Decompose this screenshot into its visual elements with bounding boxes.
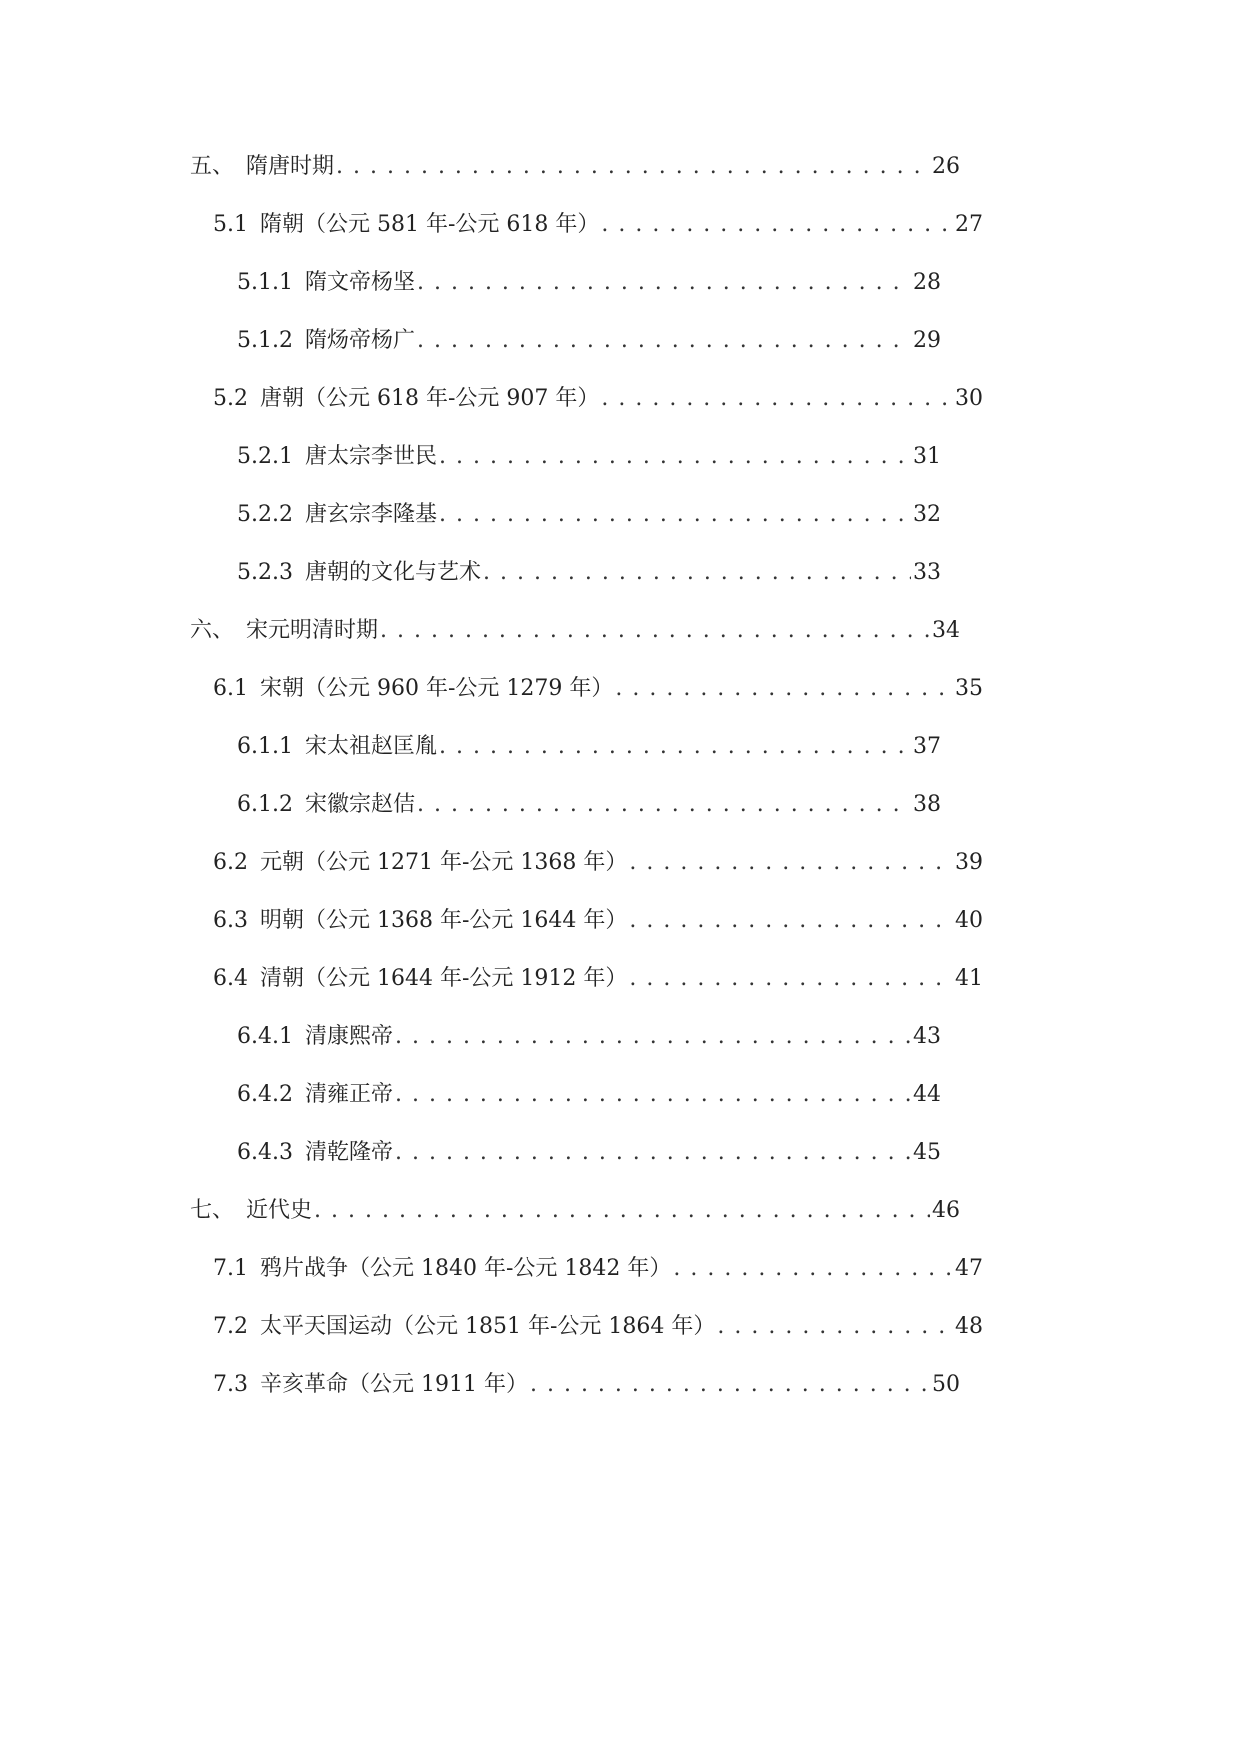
- toc-entry-title: 近代史: [246, 1198, 313, 1223]
- toc-entry[interactable]: [237, 263, 941, 303]
- toc-entry-page-number: 30: [955, 386, 983, 411]
- toc-entry[interactable]: [237, 321, 941, 361]
- toc-entry-title: 宋徽宗赵佶: [304, 792, 415, 817]
- toc-entry[interactable]: [213, 843, 983, 883]
- toc-entry[interactable]: [237, 437, 941, 477]
- toc-entry-number: 7.3: [213, 1372, 248, 1397]
- toc-entry-title: 宋太祖赵匡胤: [304, 734, 437, 759]
- dot-leader: [314, 1191, 930, 1231]
- toc-entry-page-number: 33: [913, 560, 941, 585]
- toc-entry-title: 唐朝（公元 618 年-公元 907 年）: [260, 386, 600, 411]
- toc-entry[interactable]: [237, 1075, 941, 1115]
- toc-entry-number: 6.1.1: [237, 734, 293, 759]
- toc-entry-page-number: 45: [913, 1140, 941, 1165]
- dot-leader: [615, 669, 953, 709]
- toc-entry-page-number: 38: [913, 792, 941, 817]
- toc-entry-number: 6.4.1: [237, 1024, 293, 1049]
- toc-entry-number: 6.4: [213, 966, 248, 991]
- toc-entry-number: 6.4.3: [237, 1140, 293, 1165]
- dot-leader: [417, 785, 911, 825]
- toc-entry[interactable]: [213, 205, 983, 245]
- toc-entry[interactable]: [237, 1133, 941, 1173]
- dot-leader: [601, 205, 953, 245]
- toc-entry[interactable]: [190, 147, 960, 187]
- toc-entry-number: 6.3: [213, 908, 248, 933]
- toc-entry[interactable]: [190, 611, 960, 651]
- toc-entry-number: 6.2: [213, 850, 248, 875]
- toc-entry-number: 5.2: [213, 386, 248, 411]
- toc-entry-number: 7.2: [213, 1314, 248, 1339]
- toc-entry-title: 元朝（公元 1271 年-公元 1368 年）: [260, 850, 628, 875]
- toc-entry-page-number: 50: [932, 1372, 960, 1397]
- toc-entry[interactable]: [213, 901, 983, 941]
- toc-entry-number: 6.4.2: [237, 1082, 293, 1107]
- dot-leader: [601, 379, 953, 419]
- toc-entry-title: 隋文帝杨坚: [304, 270, 415, 295]
- toc-entry-page-number: 26: [932, 154, 960, 179]
- toc-entry-page-number: 41: [955, 966, 983, 991]
- toc-entry-number: 5.1.2: [237, 328, 293, 353]
- dot-leader: [439, 437, 911, 477]
- toc-entry[interactable]: [213, 1249, 983, 1289]
- dot-leader: [629, 901, 953, 941]
- toc-entry-number: 6.1: [213, 676, 248, 701]
- toc-entry-title: 宋元明清时期: [246, 618, 379, 643]
- toc-entry-page-number: 37: [913, 734, 941, 759]
- dot-leader: [483, 553, 911, 593]
- toc-entry-page-number: 44: [913, 1082, 941, 1107]
- dot-leader: [629, 843, 953, 883]
- toc-entry-number: 七、: [190, 1198, 235, 1223]
- dot-leader: [395, 1133, 911, 1173]
- dot-leader: [530, 1365, 930, 1405]
- toc-entry-page-number: 27: [955, 212, 983, 237]
- toc-entry-page-number: 40: [955, 908, 983, 933]
- toc-entry[interactable]: [213, 379, 983, 419]
- toc-entry[interactable]: [213, 669, 983, 709]
- dot-leader: [439, 727, 911, 767]
- dot-leader: [439, 495, 911, 535]
- toc-entry[interactable]: [213, 1365, 960, 1405]
- toc-entry-page-number: 46: [932, 1198, 960, 1223]
- toc-entry-title: 清乾隆帝: [304, 1140, 393, 1165]
- dot-leader: [417, 321, 911, 361]
- toc-entry-number: 5.2.3: [237, 560, 293, 585]
- toc-entry-title: 隋唐时期: [246, 154, 335, 179]
- toc-entry[interactable]: [237, 495, 941, 535]
- toc-entry-number: 5.1: [213, 212, 248, 237]
- toc-entry-title: 宋朝（公元 960 年-公元 1279 年）: [260, 676, 614, 701]
- toc-entry[interactable]: [190, 1191, 960, 1231]
- toc-entry-number: 5.1.1: [237, 270, 293, 295]
- toc-entry-number: 六、: [190, 618, 235, 643]
- dot-leader: [629, 959, 953, 999]
- toc-entry-title: 太平天国运动（公元 1851 年-公元 1864 年）: [260, 1314, 716, 1339]
- toc-entry-title: 隋炀帝杨广: [304, 328, 415, 353]
- toc-entry[interactable]: [213, 959, 983, 999]
- toc-entry-page-number: 39: [955, 850, 983, 875]
- toc-entry-title: 辛亥革命（公元 1911 年）: [260, 1372, 528, 1397]
- toc-entry[interactable]: [237, 727, 941, 767]
- dot-leader: [717, 1307, 953, 1347]
- toc-entry-title: 清康熙帝: [304, 1024, 393, 1049]
- toc-entry-page-number: 43: [913, 1024, 941, 1049]
- toc-entry-page-number: 29: [913, 328, 941, 353]
- toc-entry-page-number: 28: [913, 270, 941, 295]
- dot-leader: [417, 263, 911, 303]
- toc-entry-page-number: 32: [913, 502, 941, 527]
- toc-entry-page-number: 34: [932, 618, 960, 643]
- toc-entry[interactable]: [237, 553, 941, 593]
- toc-entry-page-number: 48: [955, 1314, 983, 1339]
- toc-entry-page-number: 35: [955, 676, 983, 701]
- toc-entry-title: 鸦片战争（公元 1840 年-公元 1842 年）: [260, 1256, 672, 1281]
- toc-entry-title: 隋朝（公元 581 年-公元 618 年）: [260, 212, 600, 237]
- toc-entry-number: 五、: [190, 154, 235, 179]
- toc-entry[interactable]: [237, 785, 941, 825]
- toc-entry-number: 5.2.2: [237, 502, 293, 527]
- dot-leader: [395, 1017, 911, 1057]
- toc-entry-page-number: 47: [955, 1256, 983, 1281]
- dot-leader: [673, 1249, 953, 1289]
- toc-entry-number: 6.1.2: [237, 792, 293, 817]
- toc-entry-title: 唐朝的文化与艺术: [304, 560, 481, 585]
- toc-entry-title: 明朝（公元 1368 年-公元 1644 年）: [260, 908, 628, 933]
- toc-entry-number: 7.1: [213, 1256, 248, 1281]
- dot-leader: [336, 147, 930, 187]
- toc-entry[interactable]: [213, 1307, 983, 1347]
- toc-entry-title: 唐玄宗李隆基: [304, 502, 437, 527]
- toc-entry-title: 清雍正帝: [304, 1082, 393, 1107]
- toc-entry[interactable]: [237, 1017, 941, 1057]
- dot-leader: [395, 1075, 911, 1115]
- toc-entry-title: 清朝（公元 1644 年-公元 1912 年）: [260, 966, 628, 991]
- toc-entry-page-number: 31: [913, 444, 941, 469]
- toc-entry-number: 5.2.1: [237, 444, 293, 469]
- toc-entry-title: 唐太宗李世民: [304, 444, 437, 469]
- dot-leader: [380, 611, 930, 651]
